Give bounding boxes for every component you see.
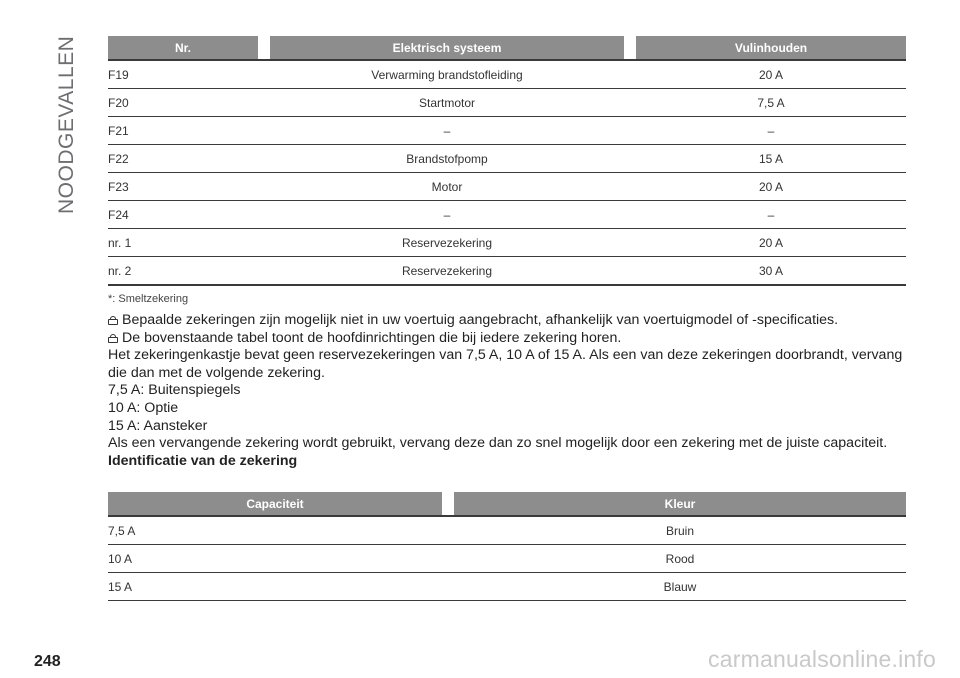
header-capacity: Vulinhouden [636, 36, 906, 61]
cell-capacity: 10 A [108, 545, 442, 573]
paragraph: 10 A: Optie [108, 399, 179, 416]
cell-system: Startmotor [270, 89, 624, 117]
table-row [108, 173, 906, 201]
paragraph: 15 A: Aansteker [108, 417, 208, 434]
cell-nr: nr. 1 [108, 229, 258, 257]
cell-amps: – [636, 117, 906, 145]
fuse-table [108, 36, 906, 286]
cell-system: Reservezekering [270, 257, 624, 286]
cell-nr: F24 [108, 201, 258, 229]
paragraph: Als een vervangende zekering wordt gebruikt, vervang deze dan zo snel mogelijk door een zekering met de juiste capaciteit. [108, 435, 888, 452]
cell-amps: 30 A [636, 257, 906, 286]
header-electrical-system: Elektrisch systeem [270, 36, 624, 61]
cell-nr: F19 [108, 61, 258, 89]
cell-color: Blauw [454, 573, 906, 601]
table-row [108, 89, 906, 117]
note-bullet-icon [108, 316, 118, 325]
bullet-paragraph [108, 330, 906, 348]
header-gap [624, 36, 636, 61]
section-title-vertical: NOODGEVALLEN [55, 35, 78, 214]
paragraph: 7,5 A: Buitenspiegels [108, 382, 241, 399]
cell-amps: 15 A [636, 145, 906, 173]
cell-color: Bruin [454, 517, 906, 545]
header-color: Kleur [454, 492, 906, 517]
header-capacity: Capaciteit [108, 492, 442, 517]
cell-system: Brandstofpomp [270, 145, 624, 173]
cell-system: Reservezekering [270, 229, 624, 257]
cell-nr: F21 [108, 117, 258, 145]
cell-nr: F23 [108, 173, 258, 201]
cell-nr: nr. 2 [108, 257, 258, 286]
page-number: 248 [34, 653, 61, 670]
cell-amps: 20 A [636, 173, 906, 201]
cell-amps: – [636, 201, 906, 229]
section-heading: Identificatie van de zekering [108, 452, 298, 469]
table-row [108, 573, 906, 601]
cell-nr: F22 [108, 145, 258, 173]
paragraph: Het zekeringenkastje bevat geen reservezekeringen van 7,5 A, 10 A of 15 A. Als een van deze zekeringen doorbrandt, vervang die dan met de volgende zekering. [108, 347, 903, 381]
bullet-text: Bepaalde zekeringen zijn mogelijk niet in uw voertuig aangebracht, afhankelijk van voertuigmodel of -specificaties. [122, 312, 839, 328]
cell-system: Motor [270, 173, 624, 201]
cell-capacity: 15 A [108, 573, 442, 601]
footnote: *: Smeltzekering [108, 293, 189, 305]
bullet-paragraph [108, 312, 906, 330]
table-row [108, 257, 906, 286]
fuse-table-header [108, 36, 906, 61]
table-row [108, 545, 906, 573]
cell-capacity: 7,5 A [108, 517, 442, 545]
table-row [108, 117, 906, 145]
cell-amps: 20 A [636, 229, 906, 257]
cell-amps: 7,5 A [636, 89, 906, 117]
cell-amps: 20 A [636, 61, 906, 89]
cell-system: – [270, 117, 624, 145]
cell-system: – [270, 201, 624, 229]
table-row [108, 145, 906, 173]
watermark: carmanualsonline.info [708, 646, 936, 672]
header-gap [442, 492, 454, 517]
cell-color: Rood [454, 545, 906, 573]
cell-nr: F20 [108, 89, 258, 117]
color-table-header [108, 492, 906, 517]
bullet-text: De bovenstaande tabel toont de hoofdinrichtingen die bij iedere zekering horen. [122, 329, 622, 346]
table-row [108, 201, 906, 229]
table-row [108, 61, 906, 89]
fuse-color-table [108, 492, 906, 601]
page-content [108, 36, 906, 601]
table-row [108, 229, 906, 257]
header-gap [258, 36, 270, 61]
table-row [108, 517, 906, 545]
header-nr: Nr. [108, 36, 258, 61]
note-bullet-icon [108, 334, 118, 343]
body-text [108, 312, 906, 470]
cell-system: Verwarming brandstofleiding [270, 61, 624, 89]
